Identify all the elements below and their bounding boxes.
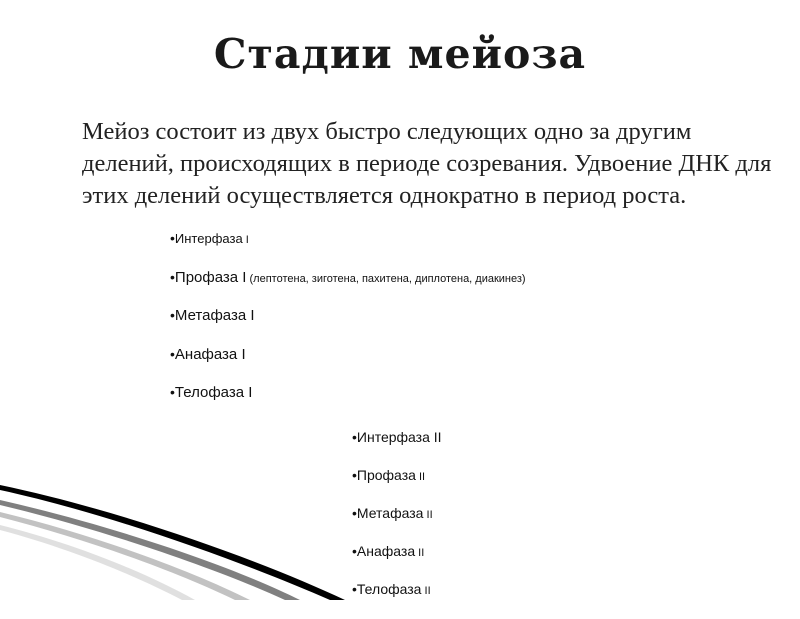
stage-suffix: II	[423, 509, 433, 521]
list-item	[352, 581, 442, 619]
stage-name: Интерфаза	[174, 231, 243, 246]
stage-suffix: II	[421, 585, 431, 597]
bullet: •	[170, 345, 175, 362]
list-item	[352, 467, 442, 505]
stage-suffix: I	[242, 234, 249, 246]
stage-name: Анафаза	[356, 543, 416, 559]
list-item	[352, 543, 442, 581]
bullet: •	[352, 467, 357, 483]
stage-name: Метафаза I	[174, 307, 255, 324]
list-item	[352, 429, 442, 467]
bullet: •	[170, 307, 175, 323]
bullet: •	[352, 429, 357, 445]
list-item	[170, 269, 526, 308]
bullet: •	[170, 384, 175, 400]
bullet: •	[170, 268, 175, 285]
list-item	[170, 307, 526, 346]
list-item	[170, 346, 526, 385]
page-title: Стадии мейоза	[213, 30, 587, 78]
stage-name: Профаза	[356, 467, 416, 483]
stage-name: Анафаза I	[174, 345, 246, 363]
list-item	[352, 505, 442, 543]
stage-name: Интерфаза II	[356, 429, 442, 445]
stage-name: Телофаза	[356, 581, 422, 597]
list-item	[170, 384, 526, 423]
stage-suffix: II	[415, 471, 426, 483]
stage-suffix: II	[415, 547, 425, 559]
list-item	[170, 230, 526, 269]
meiosis-1-list	[170, 230, 526, 423]
bullet: •	[352, 581, 357, 597]
stage-name: Профаза I	[174, 268, 247, 286]
bullet: •	[352, 543, 357, 559]
bullet: •	[170, 230, 175, 246]
stage-suffix: (лептотена, зиготена, пахитена, диплотена, диакинез)	[246, 272, 526, 285]
meiosis-2-list	[352, 429, 442, 619]
stage-name: Метафаза	[356, 505, 424, 521]
bullet: •	[352, 505, 357, 521]
intro-paragraph: Мейоз состоит из двух быстро следующих одно за другим делений, происходящих в периоде созревания. Удвоение ДНК для этих делений осуществляется однократно в период роста.	[82, 118, 772, 209]
stage-name: Телофаза I	[174, 384, 253, 401]
